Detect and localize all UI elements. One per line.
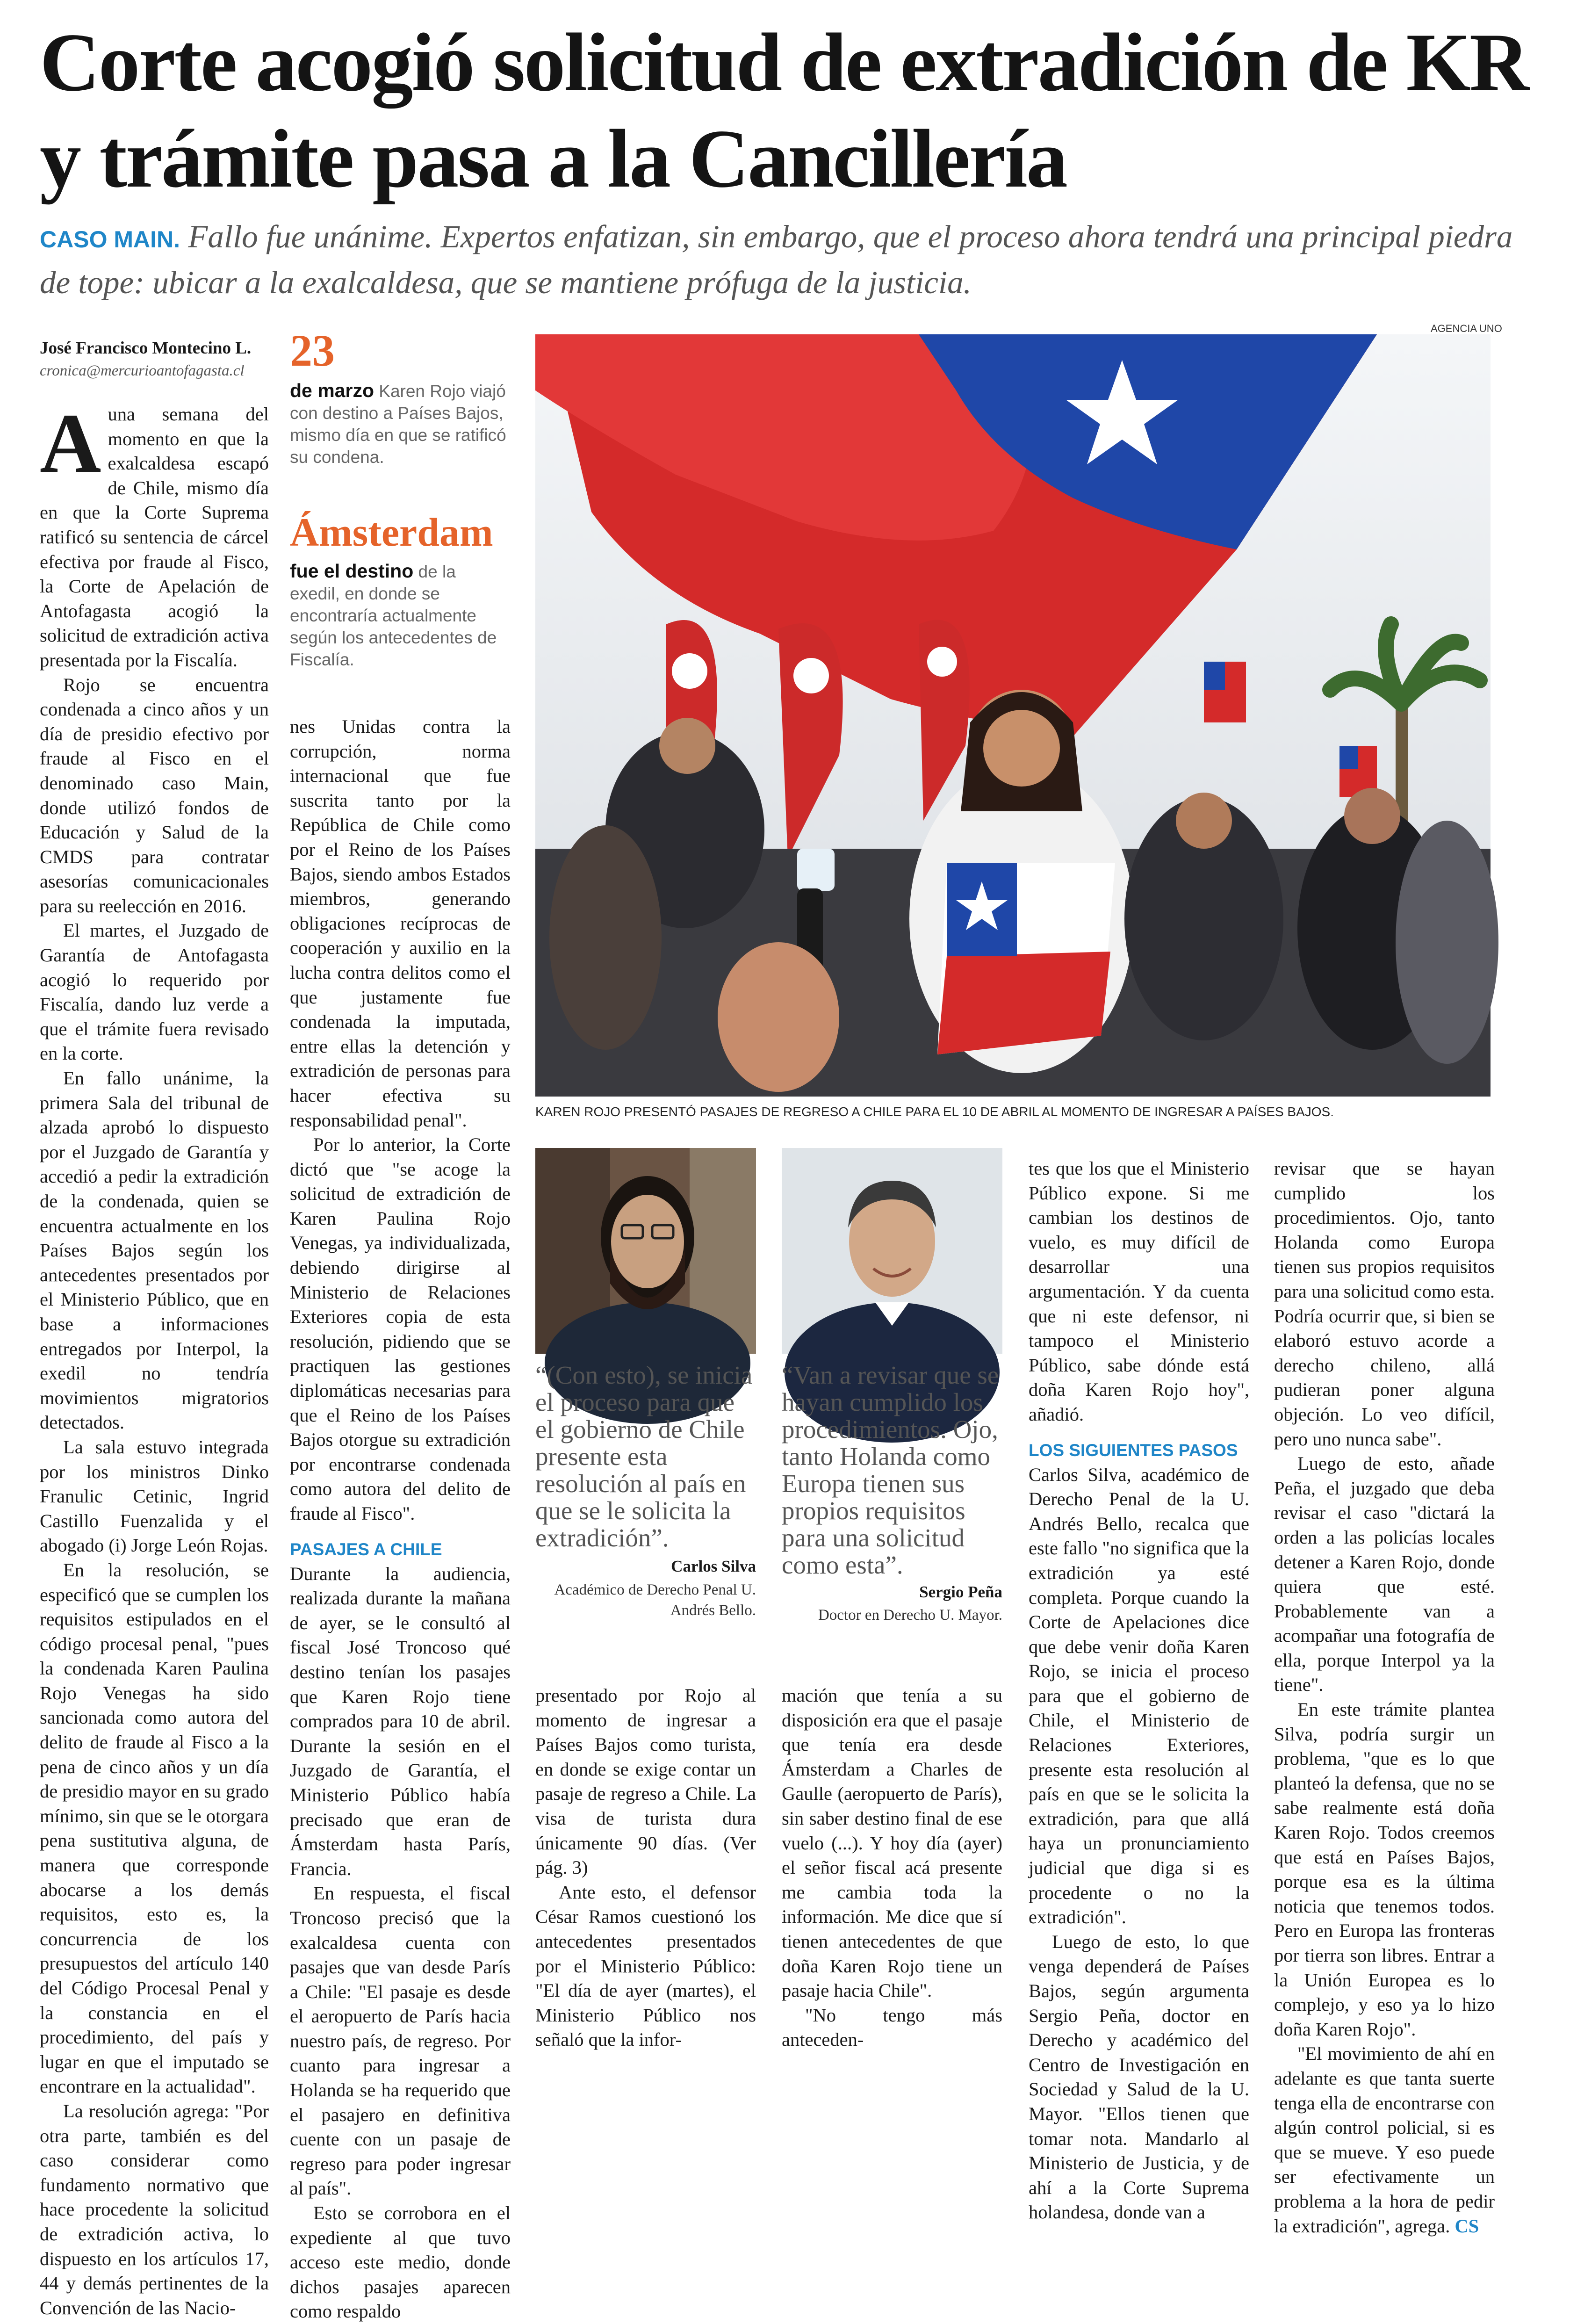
fact-number-text: de marzo Karen Rojo viajó con destino a Países Bajos, mismo día en que se ratificó su condena. xyxy=(290,380,506,467)
paragraph: Por lo anterior, la Corte dictó que "se acoge la solicitud de extradición de Karen Paulina Rojo Venegas, ya individualizada, debiendo dirigirse al Ministerio de Relaciones Exteriores copia de esta resolución, pidiendo que se practiquen las gestiones diplomáticas necesarias para que el Reino de los Países Bajos otorgue su extradición por encontrarse condenada como autora del delito de fraude al Fisco". xyxy=(290,1134,511,1524)
paragraph: Carlos Silva, académico de Derecho Penal de la U. Andrés Bello, recalca que este fallo "no significa que la extradición ya esté completa. Porque cuando la Corte de Apelaciones dice que debe venir doña Karen Rojo, se inicia el proceso para que el gobierno de Chile, el Ministerio de Relaciones Exteriores, presente esta resolución al país en que se le solicita la extradición, para que allá haya un pronunciamiento judicial que diga si es procedente o no la extradición". xyxy=(1029,1464,1249,1928)
paragraph: La sala estuvo integrada por los ministros Dinko Franulic Cetinic, Ingrid Castillo Fuenzalida y el abogado (i) Jorge León Rojas. xyxy=(40,1436,269,1556)
paragraph: revisar que se hayan cumplido los procedimientos. Ojo, tanto Holanda como Europa tienen sus propios requisitos para una solicitud como esta. Podría ocurrir que, si bien se elaboró estuvo acorde a derecho chileno, allá pudieran poner alguna objeción. Lo veo difícil, pero uno nunca sabe". xyxy=(1274,1158,1495,1450)
column-3 xyxy=(535,1683,756,2052)
portrait-sergio-pena xyxy=(782,1148,1002,1354)
deck-kicker: CASO MAIN. xyxy=(40,226,180,253)
paragraph: nes Unidas contra la corrupción, norma internacional que fue suscrita tanto por la República de Chile como por el Reino de los Países Bajos, siendo ambos Estados miembros, generando obligaciones recíprocas de cooperación y auxilio en la lucha contra delitos como el que justamente fue condenada la imputada, entre ellas la detención y extradición de personas para hacer efectiva su responsabilidad penal". xyxy=(290,716,511,1131)
drop-cap: A xyxy=(40,397,101,491)
paragraph: En respuesta, el fiscal Troncoso precisó que la exalcaldesa cuenta con pasajes que van desde París a Chile: "El pasaje es desde el aeropuerto de París hacia nuestro país, de regreso. Por cuanto para ingresar a Holanda se ha requerido que el pasajero en definitiva cuente con un pasaje de regreso para poder ingresar al país". xyxy=(290,1883,511,2199)
paragraph: mación que tenía a su disposición era que el pasaje que tenía era desde Ámsterdam a Charles de Gaulle (aeropuerto de París), sin saber destino final de ese vuelo (...). Y hoy día (ayer) el señor fiscal acá presente me cambia toda la información. Me dice que sí tienen antecedentes de que doña Karen Rojo tiene un pasaje hacia Chile". xyxy=(782,1685,1002,2001)
fact-word-text: fue el destino de la exedil, en donde se encontraría actualmente según los antecedentes de Fiscalía. xyxy=(290,560,497,669)
portrait-carlos-silva xyxy=(535,1148,756,1354)
pull-quote-2: “Van a revisar que se hayan cumplido los procedimientos. Ojo, tanto Holanda como Europa tienen sus propios requisitos para una solicitud como esta”. xyxy=(782,1361,999,1579)
paragraph: presentado por Rojo al momento de ingresar a Países Bajos como turista, en donde se exige contar un pasaje de regreso a Chile. La visa de turista dura únicamente 90 días. (Ver pág. 3) xyxy=(535,1685,756,1878)
quote-1-role: Académico de Derecho Penal U. Andrés Bello. xyxy=(554,1581,756,1619)
paragraph: La resolución agrega: "Por otra parte, también es del caso considerar como fundamento normativo que hace procedente la solicitud de extradición activa, lo dispuesto en los artículos 17, 44 y demás pertinentes de la Convención de las Nacio- xyxy=(40,2100,269,2318)
photo-caption: KAREN ROJO PRESENTÓ PASAJES DE REGRESO A CHILE PARA EL 10 DE ABRIL AL MOMENTO DE INGRESAR A PAÍSES BAJOS. xyxy=(535,1104,1334,1119)
paragraph: En la resolución, se especificó que se cumplen los requisitos estipulados en el código procesal penal, "pues la condenada Karen Paulina Rojo Venegas ha sido sancionada como autora del delito de fraude al Fisco a la pena de cinco años y un día de presidio mayor en su grado mínimo, sin que se le otorgara pena sustitutiva alguna, de manera que corresponde abocarse a los demás requisitos, esto es, la concurrencia de los presupuestos del artículo 140 del Código Procesal Penal y la constancia en el procedimiento, del país y lugar en que el imputado se encontrare en la actualidad". xyxy=(40,1559,269,2097)
paragraph: "No tengo más anteceden- xyxy=(782,2004,1002,2050)
portrait-illustration xyxy=(535,1148,756,1354)
headline: Corte acogió solicitud de extradición de KR y trámite pasa a la Cancillería xyxy=(40,16,1528,205)
end-mark: CS xyxy=(1455,2215,1479,2237)
fact-number: 23 xyxy=(290,325,335,375)
photo-credit: AGENCIA UNO xyxy=(1431,323,1502,334)
paragraph: Ante esto, el defensor César Ramos cuestionó los antecedentes presentados por el Ministerio Público: "El día de ayer (martes), el Ministerio Público nos señaló que la infor- xyxy=(535,1881,756,2050)
paragraph: En fallo unánime, la primera Sala del tribunal de alzada aprobó lo dispuesto por el Juzgado de Garantía y accedió a pedir la extradición de la condenada, quien se encuentra actualmente en los Países Bajos según los antecedentes presentados por el Ministerio Público, que en base a informaciones entregados por Interpol, la exedil no tendría movimientos migratorios detectados. xyxy=(40,1068,269,1433)
quote-2-name: Sergio Peña xyxy=(919,1583,1002,1601)
main-photo xyxy=(535,334,1491,1097)
paragraph: Esto se corrobora en el expediente al que tuvo acceso este medio, donde dichos pasajes aparecen como respaldo xyxy=(290,2202,511,2322)
portrait-illustration xyxy=(782,1148,1002,1354)
paragraph: En este trámite plantea Silva, podría surgir un problema, "que es lo que planteó la defensa, que no se sabe realmente está doña Karen Rojo. Todos creemos que está en Países Bajos, porque esa es la última noticia que tenemos todos. Pero en Europa las fronteras por tierra son libres. Entrar a la Unión Europea es lo complejo, y eso ya lo hizo doña Karen Rojo". xyxy=(1274,1699,1495,2040)
quote-2-role: Doctor en Derecho U. Mayor. xyxy=(818,1607,1002,1624)
paragraph: Luego de esto, añade Peña, el juzgado que deba revisar el caso "dictará la orden a las policías locales detener a Karen Rojo, donde quiera que esté. Probablemente van a acompañar una fotografía de ella, porque Interpol ya la tiene". xyxy=(1274,1453,1495,1696)
pull-quote-1: “(Con esto), se inicia el proceso para que el gobierno de Chile presente esta resolución al país en que se le solicita la extradición”. xyxy=(535,1361,753,1552)
column-1 xyxy=(40,397,269,2320)
paragraph: Auna semana del momento en que la exalcaldesa escapó de Chile, mismo día en que la Corte Suprema ratificó su sentencia de cárcel efectiva por fraude al Fisco, la Corte de Apelación de Antofagasta acogió la solicitud de extradición activa presentada por la Fiscalía. xyxy=(40,397,269,671)
paragraph: Durante la audiencia, realizada durante la mañana de ayer, se le consultó al fiscal José Troncoso qué destino tenían los pasajes que Karen Rojo tiene comprados para 10 de abril. Durante la sesión en el Juzgado de Garantía, el Ministerio Público había precisado que eran de Ámsterdam hasta París, Francia. xyxy=(290,1563,511,1879)
byline: José Francisco Montecino L. xyxy=(40,339,252,358)
column-2 xyxy=(290,715,511,2324)
paragraph: "El movimiento de ahí en adelante es que tanta suerte tenga ella de encontrarse con algún control policial, si es que se mueve. Y eso puede ser efectivamente un problema a la hora de pedir la extradición", agrega. CS xyxy=(1274,2043,1495,2237)
quote-1-name: Carlos Silva xyxy=(671,1557,756,1575)
subhead-pasajes: PASAJES A CHILE xyxy=(290,1539,442,1559)
column-4 xyxy=(782,1683,1002,2052)
column-6 xyxy=(1274,1156,1495,2238)
crowd-flag-illustration xyxy=(535,334,1491,1097)
paragraph: El martes, el Juzgado de Garantía de Antofagasta acogió lo requerido por Fiscalía, dando luz verde a que el trámite fuera revisado en la corte. xyxy=(40,920,269,1064)
deck-text: Fallo fue unánime. Expertos enfatizan, sin embargo, que el proceso ahora tendrá una principal piedra de tope: ubicar a la exalcaldesa, que se mantiene prófuga de la justicia. xyxy=(40,219,1513,300)
fact-word: Ámsterdam xyxy=(290,510,493,555)
deck xyxy=(40,215,1550,304)
paragraph: Luego de esto, lo que venga dependerá de Países Bajos, según argumenta Sergio Peña, doctor en Derecho y académico del Centro de Investigación en Sociedad y Salud de la U. Mayor. "Ellos tienen que tomar nota. Mandarlo al Ministerio de Justicia, y de ahí a la Corte Suprema holandesa, donde van a xyxy=(1029,1931,1249,2223)
paragraph: tes que los que el Ministerio Público expone. Si me cambian los destinos de vuelo, es muy difícil de desarrollar una argumentación. Y da cuenta que ni este defensor, ni tampoco el Ministerio Público, sabe dónde está doña Karen Rojo hoy", añadió. xyxy=(1029,1158,1249,1425)
subhead-siguientes-pasos: LOS SIGUIENTES PASOS xyxy=(1029,1440,1238,1460)
column-5 xyxy=(1029,1156,1249,2225)
paragraph: Rojo se encuentra condenada a cinco años y un día de presidio efectivo por fraude al Fisco en el denominado caso Main, donde utilizó fondos de Educación y Salud de la CMDS para contratar asesorías comunicacionales para su reelección en 2016. xyxy=(40,674,269,917)
byline-email[interactable]: cronica@mercurioantofagasta.cl xyxy=(40,362,245,379)
